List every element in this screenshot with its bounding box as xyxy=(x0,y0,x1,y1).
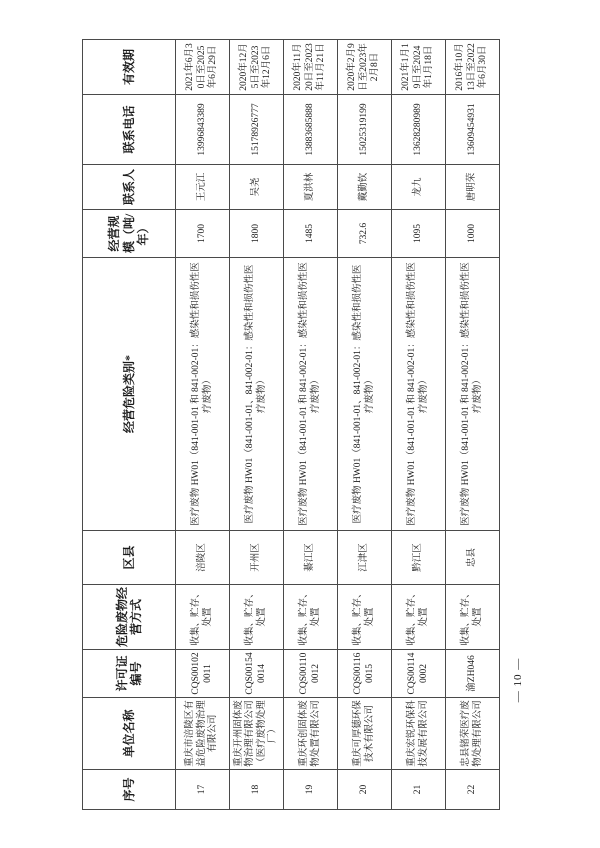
cell-validity: 2016年10月13日至2022年6月30日 xyxy=(446,40,500,95)
cell-waste-categories: 医疗废物 HW01（841-001-01 和 841-002-01：感染性和损伤性医疗废物） xyxy=(284,258,338,531)
cell-waste-categories: 医疗废物 HW01（841-001-01、841-002-01：感染性和损伤性医疗废物） xyxy=(230,258,284,531)
header-district: 区县 xyxy=(83,531,176,585)
cell-scale: 1095 xyxy=(392,210,446,258)
cell-contact-person: 夏洪林 xyxy=(284,165,338,210)
header-unit-name: 单位名称 xyxy=(83,698,176,770)
cell-contact-phone: 13628280989 xyxy=(392,95,446,165)
cell-contact-person: 龙九 xyxy=(392,165,446,210)
cell-contact-phone: 13883685888 xyxy=(284,95,338,165)
cell-operation-mode: 收集、贮存、处置 xyxy=(338,585,392,650)
header-contact-phone: 联系电话 xyxy=(83,95,176,165)
cell-unit-name: 忠县锗荣医疗废物处理有限公司 xyxy=(446,698,500,770)
cell-unit-name: 重庆开州固体废物治理有限公司（医疗废物处理厂） xyxy=(230,698,284,770)
cell-contact-phone: 15178926777 xyxy=(230,95,284,165)
cell-unit-name: 重庆可厚德环保技术有限公司 xyxy=(338,698,392,770)
cell-scale: 1000 xyxy=(446,210,500,258)
cell-serial: 17 xyxy=(176,770,230,810)
cell-contact-person: 戴勤钦 xyxy=(338,165,392,210)
cell-license-no: CQS001100012 xyxy=(284,650,338,698)
cell-contact-phone: 13996843389 xyxy=(176,95,230,165)
cell-serial: 22 xyxy=(446,770,500,810)
cell-district: 黔江区 xyxy=(392,531,446,585)
header-row xyxy=(83,40,176,810)
cell-serial: 21 xyxy=(392,770,446,810)
cell-validity: 2020年12月5日至2023年12月6日 xyxy=(230,40,284,95)
table-row xyxy=(446,40,500,810)
cell-scale: 1700 xyxy=(176,210,230,258)
cell-unit-name: 重庆市涪陵区有益危险废物治理有限公司 xyxy=(176,698,230,770)
license-table xyxy=(82,39,500,810)
cell-scale: 732.6 xyxy=(338,210,392,258)
cell-district: 綦江区 xyxy=(284,531,338,585)
cell-waste-categories: 医疗废物 HW01（841-001-01 和 841-002-01：感染性和损伤性医疗废物） xyxy=(176,258,230,531)
table-row xyxy=(230,40,284,810)
cell-waste-categories: 医疗废物 HW01（841-001-01 和 841-002-01：感染性和损伤性医疗废物） xyxy=(446,258,500,531)
cell-serial: 18 xyxy=(230,770,284,810)
cell-validity: 2021年1月19日至2024年1月18日 xyxy=(392,40,446,95)
cell-license-no: CQS001160015 xyxy=(338,650,392,698)
table-row xyxy=(392,40,446,810)
cell-operation-mode: 收集、贮存、处置 xyxy=(230,585,284,650)
cell-serial: 19 xyxy=(284,770,338,810)
header-contact-person: 联系人 xyxy=(83,165,176,210)
header-operation-mode: 危险废物经营方式 xyxy=(83,585,176,650)
cell-validity: 2020年2月9日至2023年2月8日 xyxy=(338,40,392,95)
cell-district: 涪陵区 xyxy=(176,531,230,585)
cell-operation-mode: 收集、贮存、处置 xyxy=(392,585,446,650)
cell-contact-person: 王元江 xyxy=(176,165,230,210)
header-serial: 序号 xyxy=(83,770,176,810)
cell-unit-name: 重庆宏锐环保科技发展有限公司 xyxy=(392,698,446,770)
cell-contact-phone: 15025319199 xyxy=(338,95,392,165)
cell-scale: 1800 xyxy=(230,210,284,258)
cell-district: 忠县 xyxy=(446,531,500,585)
rotated-landscape-sheet xyxy=(82,40,524,810)
cell-license-no: CQS001140002 xyxy=(392,650,446,698)
table-row xyxy=(176,40,230,810)
cell-validity: 2020年11月20日至2023年11月21日 xyxy=(284,40,338,95)
cell-license-no: 渝ZH046 xyxy=(446,650,500,698)
cell-operation-mode: 收集、贮存、处置 xyxy=(284,585,338,650)
cell-validity: 2021年6月30日至2025年6月29日 xyxy=(176,40,230,95)
cell-contact-person: 吴尧 xyxy=(230,165,284,210)
cell-district: 开州区 xyxy=(230,531,284,585)
cell-license-no: CQS001540014 xyxy=(230,650,284,698)
cell-waste-categories: 医疗废物 HW01（841-001-01、841-002-01：感染性和损伤性医疗废物） xyxy=(338,258,392,531)
header-license-no: 许可证编号 xyxy=(83,650,176,698)
cell-unit-name: 重庆环创固体废物处置有限公司 xyxy=(284,698,338,770)
header-scale: 经营规模（吨/年） xyxy=(83,210,176,258)
cell-contact-person: 唐明荣 xyxy=(446,165,500,210)
header-waste-categories: 经营危险类别* xyxy=(83,258,176,531)
cell-scale: 1485 xyxy=(284,210,338,258)
table-row xyxy=(338,40,392,810)
page-number: — 10 — xyxy=(512,657,524,703)
header-validity: 有效期 xyxy=(83,40,176,95)
cell-operation-mode: 收集、贮存、处置 xyxy=(446,585,500,650)
cell-contact-phone: 13609454931 xyxy=(446,95,500,165)
cell-serial: 20 xyxy=(338,770,392,810)
cell-waste-categories: 医疗废物 HW01（841-001-01 和 841-002-01：感染性和损伤性医疗废物） xyxy=(392,258,446,531)
cell-district: 江津区 xyxy=(338,531,392,585)
cell-operation-mode: 收集、贮存、处置 xyxy=(176,585,230,650)
cell-license-no: CQS001020011 xyxy=(176,650,230,698)
table-row xyxy=(284,40,338,810)
